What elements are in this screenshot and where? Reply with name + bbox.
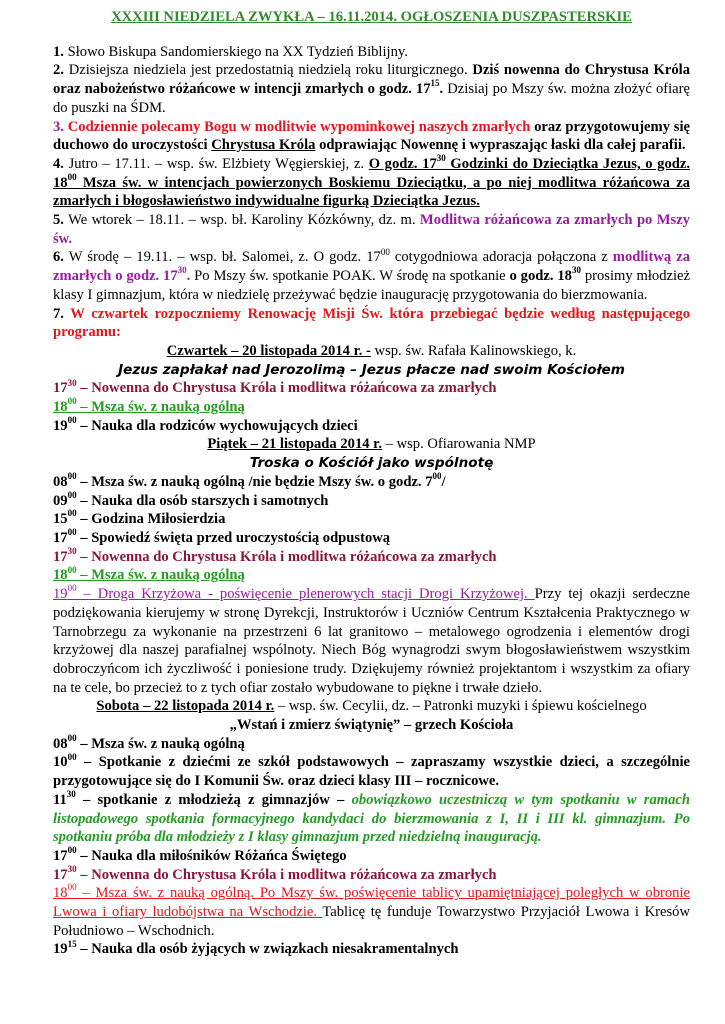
friday-event-4: $17^{00}$ – Spowiedź święta przed uroczystością odpustową [53,527,391,546]
document-title: XXXIII NIEDZIELA ZWYKŁA – 16.11.2014. OGŁOSZENIA DUSZPASTERSKIE [111,9,632,25]
thursday-event-3: $19^{00}$ – Nauka dla rodziców wychowujących dzieci [53,414,358,434]
friday-event-1: $08^{00}$ – Msza św. z nauką ogólną /nie będzie Mszy św. o godz. $7^{00}/$ [53,471,446,490]
item-7: 7. W czwartek rozpoczniemy Renowację Misji Św. która przebiegać będzie według następującego programu: [53,305,690,341]
saturday-event-2: $10^{00}$ – Spotkanie z dziećmi ze szkół podstawowych – zapraszamy wszystkie dzieci, a szczególnie przygotowujące się do I Komunii Św. oraz dzieci klasy III – rocznicowe. [53,751,690,790]
item-1: 1. Słowo Biskupa Sandomierskiego na XX Tydzień Biblijny. [53,43,408,60]
friday-theme: Troska o Kościół jako wspólnotę [249,455,494,472]
thursday-theme: Jezus zapłakał nad Jerozolimą – Jezus płacze nad swoim Kościołem [118,361,625,378]
saturday-theme: „Wstań i zmierz świątynię” – grzech Kościoła [229,717,514,734]
announcement-document [53,8,690,959]
saturday-event-7: $19^{15}$ – Nauka dla osób żyjących w związkach niesakramentalnych [53,938,459,958]
friday-event-3: $15^{00}$ – Godzina Miłosierdzia [53,508,226,528]
thursday-header: Czwartek – 20 listopada 2014 r. - wsp. św. Rafała Kalinowskiego, k. [166,342,577,359]
friday-event-5: $17^{30}$ – Nowenna do Chrystusa Króla i modlitwa różańcowa za zmarłych [53,545,497,565]
friday-event-6: $18^{00}$ – Msza św. z nauką ogólną [53,564,245,584]
thursday-event-1: $17^{30}$ – Nowenna do Chrystusa Króla i modlitwa różańcowa za zmarłych [53,377,497,397]
item-2: 2. Dzisiejsza niedziela jest przedostatnią niedzielą roku liturgicznego. Dziś nowenna do Chrystusa Króla oraz nabożeństwo różańcowe w intencji zmarłych o godz. $17^{15}$. Dzisiaj po Mszy św. można złożyć ofiarę do puszki na ŚDM. [53,62,691,116]
item-6: 6. W środę – 19.11. – wsp. bł. Salomei, z. O godz. $17^{00}$ cotygodniowa adoracja połączona z modlitwą za zmarłych o godz. $17^{30}$. Po Mszy św. spotkanie POAK. W środę na spotkanie o godz. $18^{30}$ prosimy młodzież klasy I gimnazjum, która w niedzielę przeżywać będzie inaugurację przygotowania do bierzmowania. [53,246,691,303]
saturday-header: Sobota – 22 listopada 2014 r. – wsp. św. Cecylii, dz. – Patronki muzyki i śpiewu kościelnego [96,698,647,715]
saturday-event-1: $08^{00}$ – Msza św. z nauką ogólną [53,732,245,752]
saturday-event-6: $18^{00}$ – Msza św. z nauką ogólną. Po Mszy św. poświęcenie tablicy upamiętniającej poległych w obronie Lwowa i ofiary ludobójstwa na Wschodzie. Tablicę tę funduje Towarzystwo Przyjaciół Lwowa i Kresów Południowo – Wschodnich. [53,882,690,939]
friday-event-7: $19^{00}$ – Droga Krzyżowa - poświęcenie plenerowych stacji Drogi Krzyżowej. Przy tej okazji serdeczne podziękowania kierujemy w stronę Dyrekcji, Instruktorów i Uczniów Centrum Kształcenia Praktycznego w Tarnobrzegu za wykonanie na przestrzeni 6 lat granitowo – metalowego ogrodzenia i elementów drogi krzyżowej dla naszej parafialnej wspólnoty. Niech Bóg wynagrodzi swym błogosławieństwem wszystkim dobroczyńcom ich życzliwość i poniesione trudy. Dziękujemy również projektantom i wszystkim za ofiary na te cele, bo przecież to z tych ofiar zostało wybudowane to piękne i trwałe dzieło. [53,583,690,696]
item-5: 5. We wtorek – 18.11. – wsp. bł. Karoliny Kózkówny, dz. m. Modlitwa różańcowa za zmarłych po Mszy św. [53,212,690,247]
item-4: 4. Jutro – 17.11. – wsp. św. Elżbiety Węgierskiej, z. O godz. $17^{30}$ Godzinki do Dzieciątka Jezus, o godz. $18^{00}$ Msza św. w intencjach powierzonych Boskiemu Dzieciątku, a po niej modlitwa różańcowa za zmarłych i błogosławieństwo indywidualne figurką Dzieciątka Jezus. [53,153,691,210]
saturday-event-5: $17^{30}$ – Nowenna do Chrystusa Króla i modlitwa różańcowa za zmarłych [53,863,497,883]
saturday-event-3: $11^{30}$ – spotkanie z młodzieżą z gimnazjów – obowiązkowo uczestniczą w tym spotkaniu w ramach listopadowego spotkania formacyjnego kandydaci do bierzmowania z I, II i III kl. gimnazjum. Po spotkaniu próba dla młodzieży z I klasy gimnazjum przed niedzielną inauguracją. [53,788,690,846]
friday-header: Piątek – 21 listopada 2014 r. – wsp. Ofiarowania NMP [207,436,536,453]
saturday-event-4: $17^{00}$ – Nauka dla miłośników Różańca Świętego [53,845,347,864]
thursday-event-2: $18^{00}$ – Msza św. z nauką ogólną [53,396,245,416]
friday-event-2: $09^{00}$ – Nauka dla osób starszych i samotnych [53,489,329,509]
item-3: 3. Codziennie polecamy Bogu w modlitwie wypominkowej naszych zmarłych oraz przygotowujemy się duchowo do uroczystości Chrystusa Króla odprawiając Nowennę i wypraszając łaski dla całej parafii. [53,118,690,154]
